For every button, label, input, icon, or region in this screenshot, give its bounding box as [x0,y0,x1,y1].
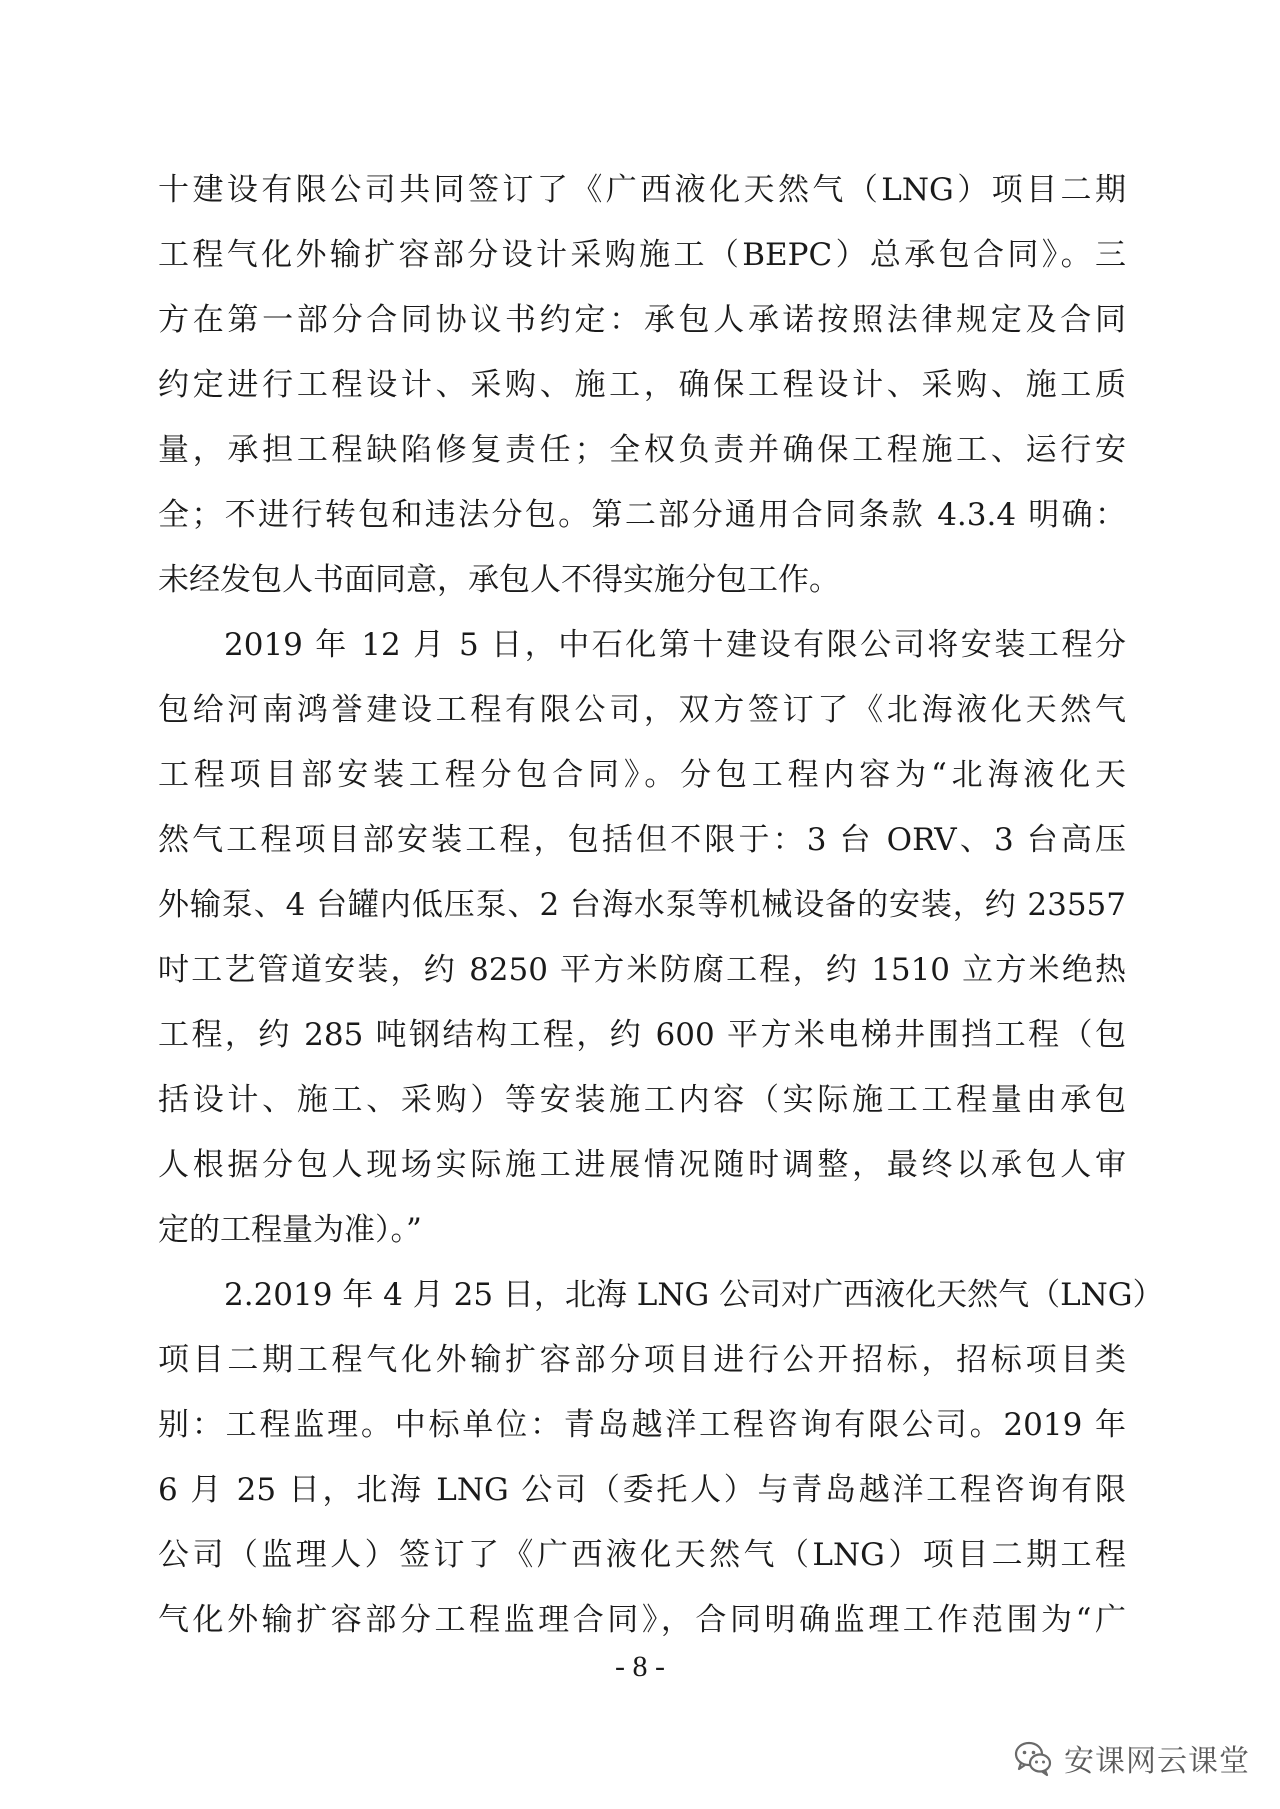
text-line: 全；不进行转包和违法分包。第二部分通用合同条款 4.3.4 明确： [158,497,1126,533]
text-line: 工程气化外输扩容部分设计采购施工（BEPC）总承包合同》。三 [158,237,1126,273]
text-line: 项目二期工程气化外输扩容部分项目进行公开招标，招标项目类 [158,1342,1126,1378]
watermark-text: 安课网云课堂 [1064,1744,1250,1779]
text-line: 方在第一部分合同协议书约定：承包人承诺按照法律规定及合同 [158,302,1126,338]
text-line: 括设计、施工、采购）等安装施工内容（实际施工工程量由承包 [158,1082,1126,1118]
wechat-icon [1012,1737,1054,1779]
text-line: 约定进行工程设计、采购、施工，确保工程设计、采购、施工质 [158,367,1126,403]
text-line: 吋工艺管道安装，约 8250 平方米防腐工程，约 1510 立方米绝热 [158,952,1126,988]
text-line: 未经发包人书面同意，承包人不得实施分包工作。 [158,562,840,598]
text-line: 量，承担工程缺陷修复责任；全权负责并确保工程施工、运行安 [158,432,1126,468]
text-line: 气化外输扩容部分工程监理合同》，合同明确监理工作范围为“广 [158,1602,1126,1638]
text-line: 6 月 25 日，北海 LNG 公司（委托人）与青岛越洋工程咨询有限 [158,1472,1126,1508]
text-line: 然气工程项目部安装工程，包括但不限于：3 台 ORV、3 台高压 [158,822,1126,858]
text-line: 2019 年 12 月 5 日，中石化第十建设有限公司将安装工程分 [224,627,1126,663]
text-line: 包给河南鸿誉建设工程有限公司，双方签订了《北海液化天然气 [158,692,1126,728]
text-line: 别：工程监理。中标单位：青岛越洋工程咨询有限公司。2019 年 [158,1407,1126,1443]
text-line: 十建设有限公司共同签订了《广西液化天然气（LNG）项目二期 [158,172,1126,208]
text-line: 外输泵、4 台罐内低压泵、2 台海水泵等机械设备的安装，约 23557 [158,887,1126,923]
document-body [158,158,1164,1653]
text-line: 工程，约 285 吨钢结构工程，约 600 平方米电梯井围挡工程（包 [158,1017,1126,1053]
page-number: - 8 - [615,1650,665,1683]
text-line: 公司（监理人）签订了《广西液化天然气（LNG）项目二期工程 [158,1537,1126,1573]
text-line: 人根据分包人现场实际施工进展情况随时调整，最终以承包人审 [158,1147,1126,1183]
watermark [1012,1736,1250,1780]
text-line: 2.2019 年 4 月 25 日，北海 LNG 公司对广西液化天然气（LNG） [224,1277,1164,1313]
text-line: 定的工程量为准）。” [158,1212,422,1248]
text-line: 工程项目部安装工程分包合同》。分包工程内容为“北海液化天 [158,757,1126,793]
